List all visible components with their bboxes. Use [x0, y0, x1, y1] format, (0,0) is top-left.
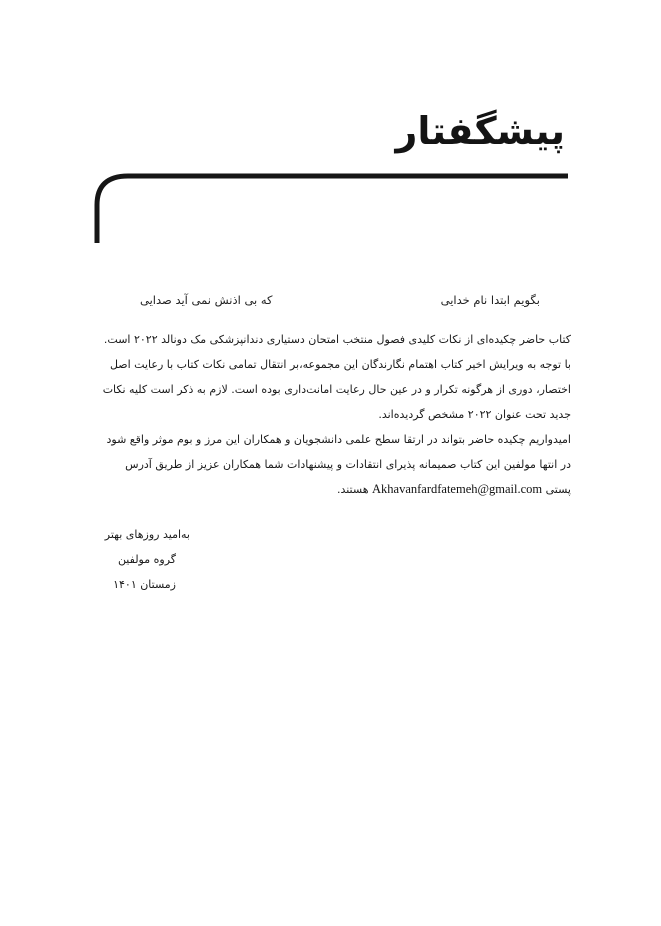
paragraph-line: امیدواریم چکیده حاضر بتواند در ارتقا سطح علمی دانشجویان و همکاران این مرز و بوم موثر واقع شود — [106, 433, 571, 446]
contact-prefix: پستی — [545, 483, 571, 496]
paragraph-line: در انتها مولفین این کتاب صمیمانه پذیرای انتقادات و پیشنهادات شما همکاران عزیز از طریق آدرس — [125, 458, 571, 471]
signature-wish: به‌امید روزهای بهتر — [104, 528, 190, 541]
poem-right-hemistich: بگویم ابتدا نام خدایی — [440, 293, 540, 307]
contact-line — [337, 482, 571, 497]
signature-date: زمستان ۱۴۰۱ — [113, 578, 176, 591]
page-title: پیشگفتار — [395, 109, 565, 153]
contact-email[interactable]: Akhavanfardfatemeh@gmail.com — [372, 482, 543, 496]
paragraph-line: اختصار، دوری از هرگونه تکرار و در عین حال رعایت امانت‌داری بوده است. لازم به ذکر است کلیه نکات — [102, 383, 571, 396]
paragraph-line: کتاب حاضر چکیده‌ای از نکات کلیدی فصول منتخب امتحان دستیاری دندانپزشکی مک دونالد ۲۰۲۲ است. — [103, 333, 571, 346]
title-underline-decoration — [0, 0, 661, 260]
poem-left-hemistich: که بی اذنش نمی آید صدایی — [140, 293, 273, 307]
contact-suffix: هستند. — [336, 483, 369, 496]
paragraph-line: با توجه به ویرایش اخیر کتاب اهتمام نگارندگان این مجموعه،بر انتقال تمامی نکات کتاب با رعایت اصل — [109, 358, 571, 371]
paragraph-line: جدید تحت عنوان ۲۰۲۲ مشخص گردیده‌اند. — [378, 408, 571, 421]
opening-poem — [140, 293, 540, 307]
signature-authors: گروه مولفین — [117, 553, 176, 566]
title-rule-curve — [97, 176, 568, 243]
